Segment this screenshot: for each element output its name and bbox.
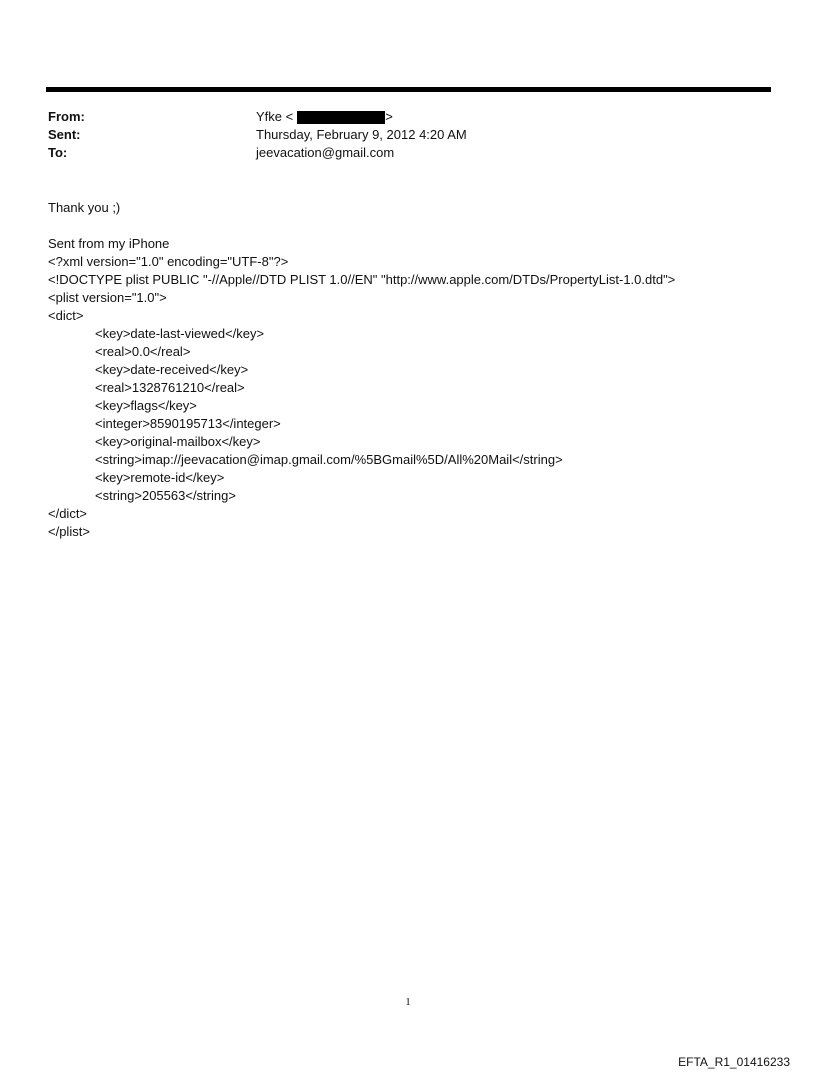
body-line: <string>imap://jeevacation@imap.gmail.com/%5BGmail%5D/All%20Mail</string> [95, 452, 563, 467]
body-line: <integer>8590195713</integer> [95, 416, 281, 431]
email-body [48, 199, 675, 541]
redaction-block [297, 111, 385, 124]
from-value [256, 109, 393, 125]
body-line: <dict> [48, 308, 84, 323]
body-line: <key>date-last-viewed</key> [95, 326, 265, 341]
body-line: <!DOCTYPE plist PUBLIC "-//Apple//DTD PLIST 1.0//EN" "http://www.apple.com/DTDs/PropertyList-1.0.dtd"> [48, 272, 676, 287]
page-number: 1 [405, 996, 411, 1008]
body-line: <key>remote-id</key> [95, 470, 225, 485]
body-line [48, 217, 675, 235]
body-line: <plist version="1.0"> [48, 290, 167, 305]
body-line: <key>date-received</key> [95, 362, 249, 377]
body-line: <key>original-mailbox</key> [95, 434, 261, 449]
sent-value: Thursday, February 9, 2012 4:20 AM [256, 127, 467, 142]
header-rule [46, 87, 771, 92]
sent-label: Sent: [48, 127, 81, 142]
body-line: <key>flags</key> [95, 398, 197, 413]
from-name: Yfke < [256, 109, 294, 124]
body-line: Sent from my iPhone [48, 236, 170, 251]
from-trailing: > [385, 109, 393, 124]
body-line: </dict> [48, 506, 88, 521]
body-line: <real>0.0</real> [95, 344, 191, 359]
body-line: <string>205563</string> [95, 488, 236, 503]
body-line: <real>1328761210</real> [95, 380, 245, 395]
body-line: Thank you ;) [48, 200, 121, 215]
to-label: To: [48, 145, 68, 160]
from-label: From: [48, 109, 85, 124]
to-value: jeevacation@gmail.com [256, 145, 395, 160]
body-line: </plist> [48, 524, 90, 539]
bates-number: EFTA_R1_01416233 [678, 1055, 790, 1069]
body-line: <?xml version="1.0" encoding="UTF-8"?> [48, 254, 289, 269]
